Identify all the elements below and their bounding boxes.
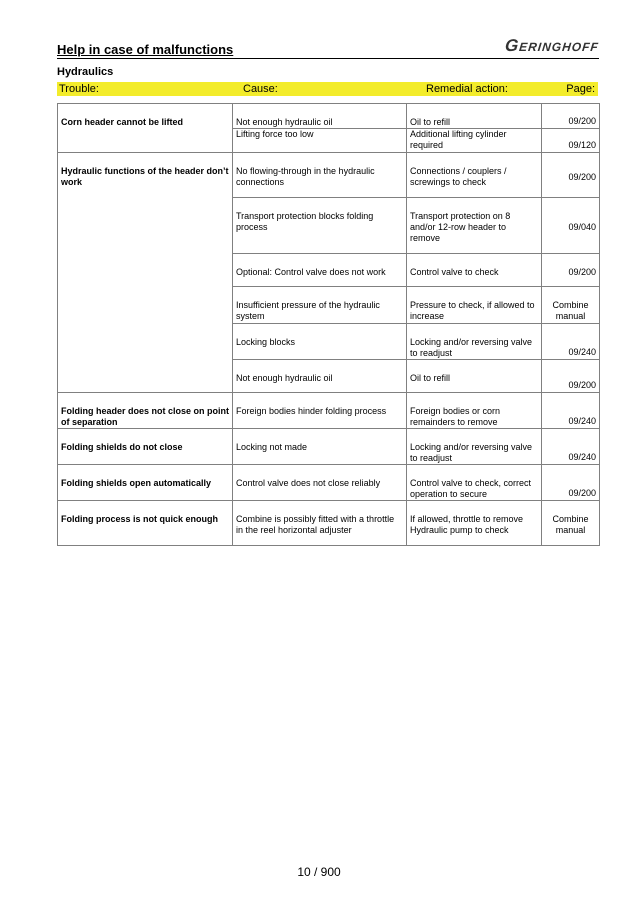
malfunction-table [57,103,600,546]
trouble-cell: Folding process is not quick enough [58,501,233,546]
remedy-cell: Oil to refill [407,104,542,129]
page-cell: 09/120 [542,129,600,153]
remedy-cell: Additional lifting cylinder required [407,129,542,153]
table-row [58,393,600,429]
remedy-cell: Connections / couplers / screwings to check [407,153,542,198]
remedy-cell: If allowed, throttle to remove Hydraulic pump to check [407,501,542,546]
trouble-cell: Folding header does not close on point of separation [58,393,233,429]
table-row [58,153,600,198]
table-row [58,501,600,546]
trouble-cell: Folding shields do not close [58,429,233,465]
trouble-cell: Corn header cannot be lifted [58,104,233,153]
cause-cell: Insufficient pressure of the hydraulic system [233,287,407,324]
remedy-cell: Locking and/or reversing valve to readjust [407,429,542,465]
cause-cell: Lifting force too low [233,129,407,153]
trouble-cell: Folding shields open automatically [58,465,233,501]
cause-cell: Locking blocks [233,324,407,360]
cause-cell: Foreign bodies hinder folding process [233,393,407,429]
cause-cell: Transport protection blocks folding process [233,198,407,254]
page-cell: 09/200 [542,465,600,501]
cause-cell: Locking not made [233,429,407,465]
column-trouble: Trouble: [59,83,99,95]
page-cell: Combine manual [542,287,600,324]
section-title: Hydraulics [57,66,114,78]
remedy-cell: Foreign bodies or corn remainders to remove [407,393,542,429]
cause-cell: Not enough hydraulic oil [233,104,407,129]
document-title: Help in case of malfunctions [57,42,234,57]
page-cell: 09/200 [542,153,600,198]
page-cell: 09/200 [542,104,600,129]
table-row [58,104,600,129]
page-number: 10 / 900 [297,865,341,879]
page-cell: 09/240 [542,393,600,429]
page-cell: 09/040 [542,198,600,254]
page-cell: 09/240 [542,324,600,360]
remedy-cell: Transport protection on 8 and/or 12-row header to remove [407,198,542,254]
trouble-cell: Hydraulic functions of the header don’t work [58,153,233,393]
cause-cell: Not enough hydraulic oil [233,360,407,393]
page-header [57,38,599,59]
remedy-cell: Control valve to check [407,254,542,287]
page-cell: 09/240 [542,429,600,465]
table-row [58,429,600,465]
column-header-bar [57,82,598,96]
page-cell: 09/200 [542,360,600,393]
page-cell: Combine manual [542,501,600,546]
remedy-cell: Control valve to check, correct operation to secure [407,465,542,501]
remedy-cell: Oil to refill [407,360,542,393]
cause-cell: No flowing-through in the hydraulic connections [233,153,407,198]
column-remedy: Remedial action: [426,83,508,95]
column-cause: Cause: [243,83,278,95]
brand-logo: Geringhoff [504,36,601,55]
page-cell: 09/200 [542,254,600,287]
remedy-cell: Locking and/or reversing valve to readjust [407,324,542,360]
table-row [58,465,600,501]
remedy-cell: Pressure to check, if allowed to increase [407,287,542,324]
cause-cell: Control valve does not close reliably [233,465,407,501]
cause-cell: Optional: Control valve does not work [233,254,407,287]
cause-cell: Combine is possibly fitted with a throttle in the reel horizontal adjuster [233,501,407,546]
column-page: Page: [566,83,595,95]
